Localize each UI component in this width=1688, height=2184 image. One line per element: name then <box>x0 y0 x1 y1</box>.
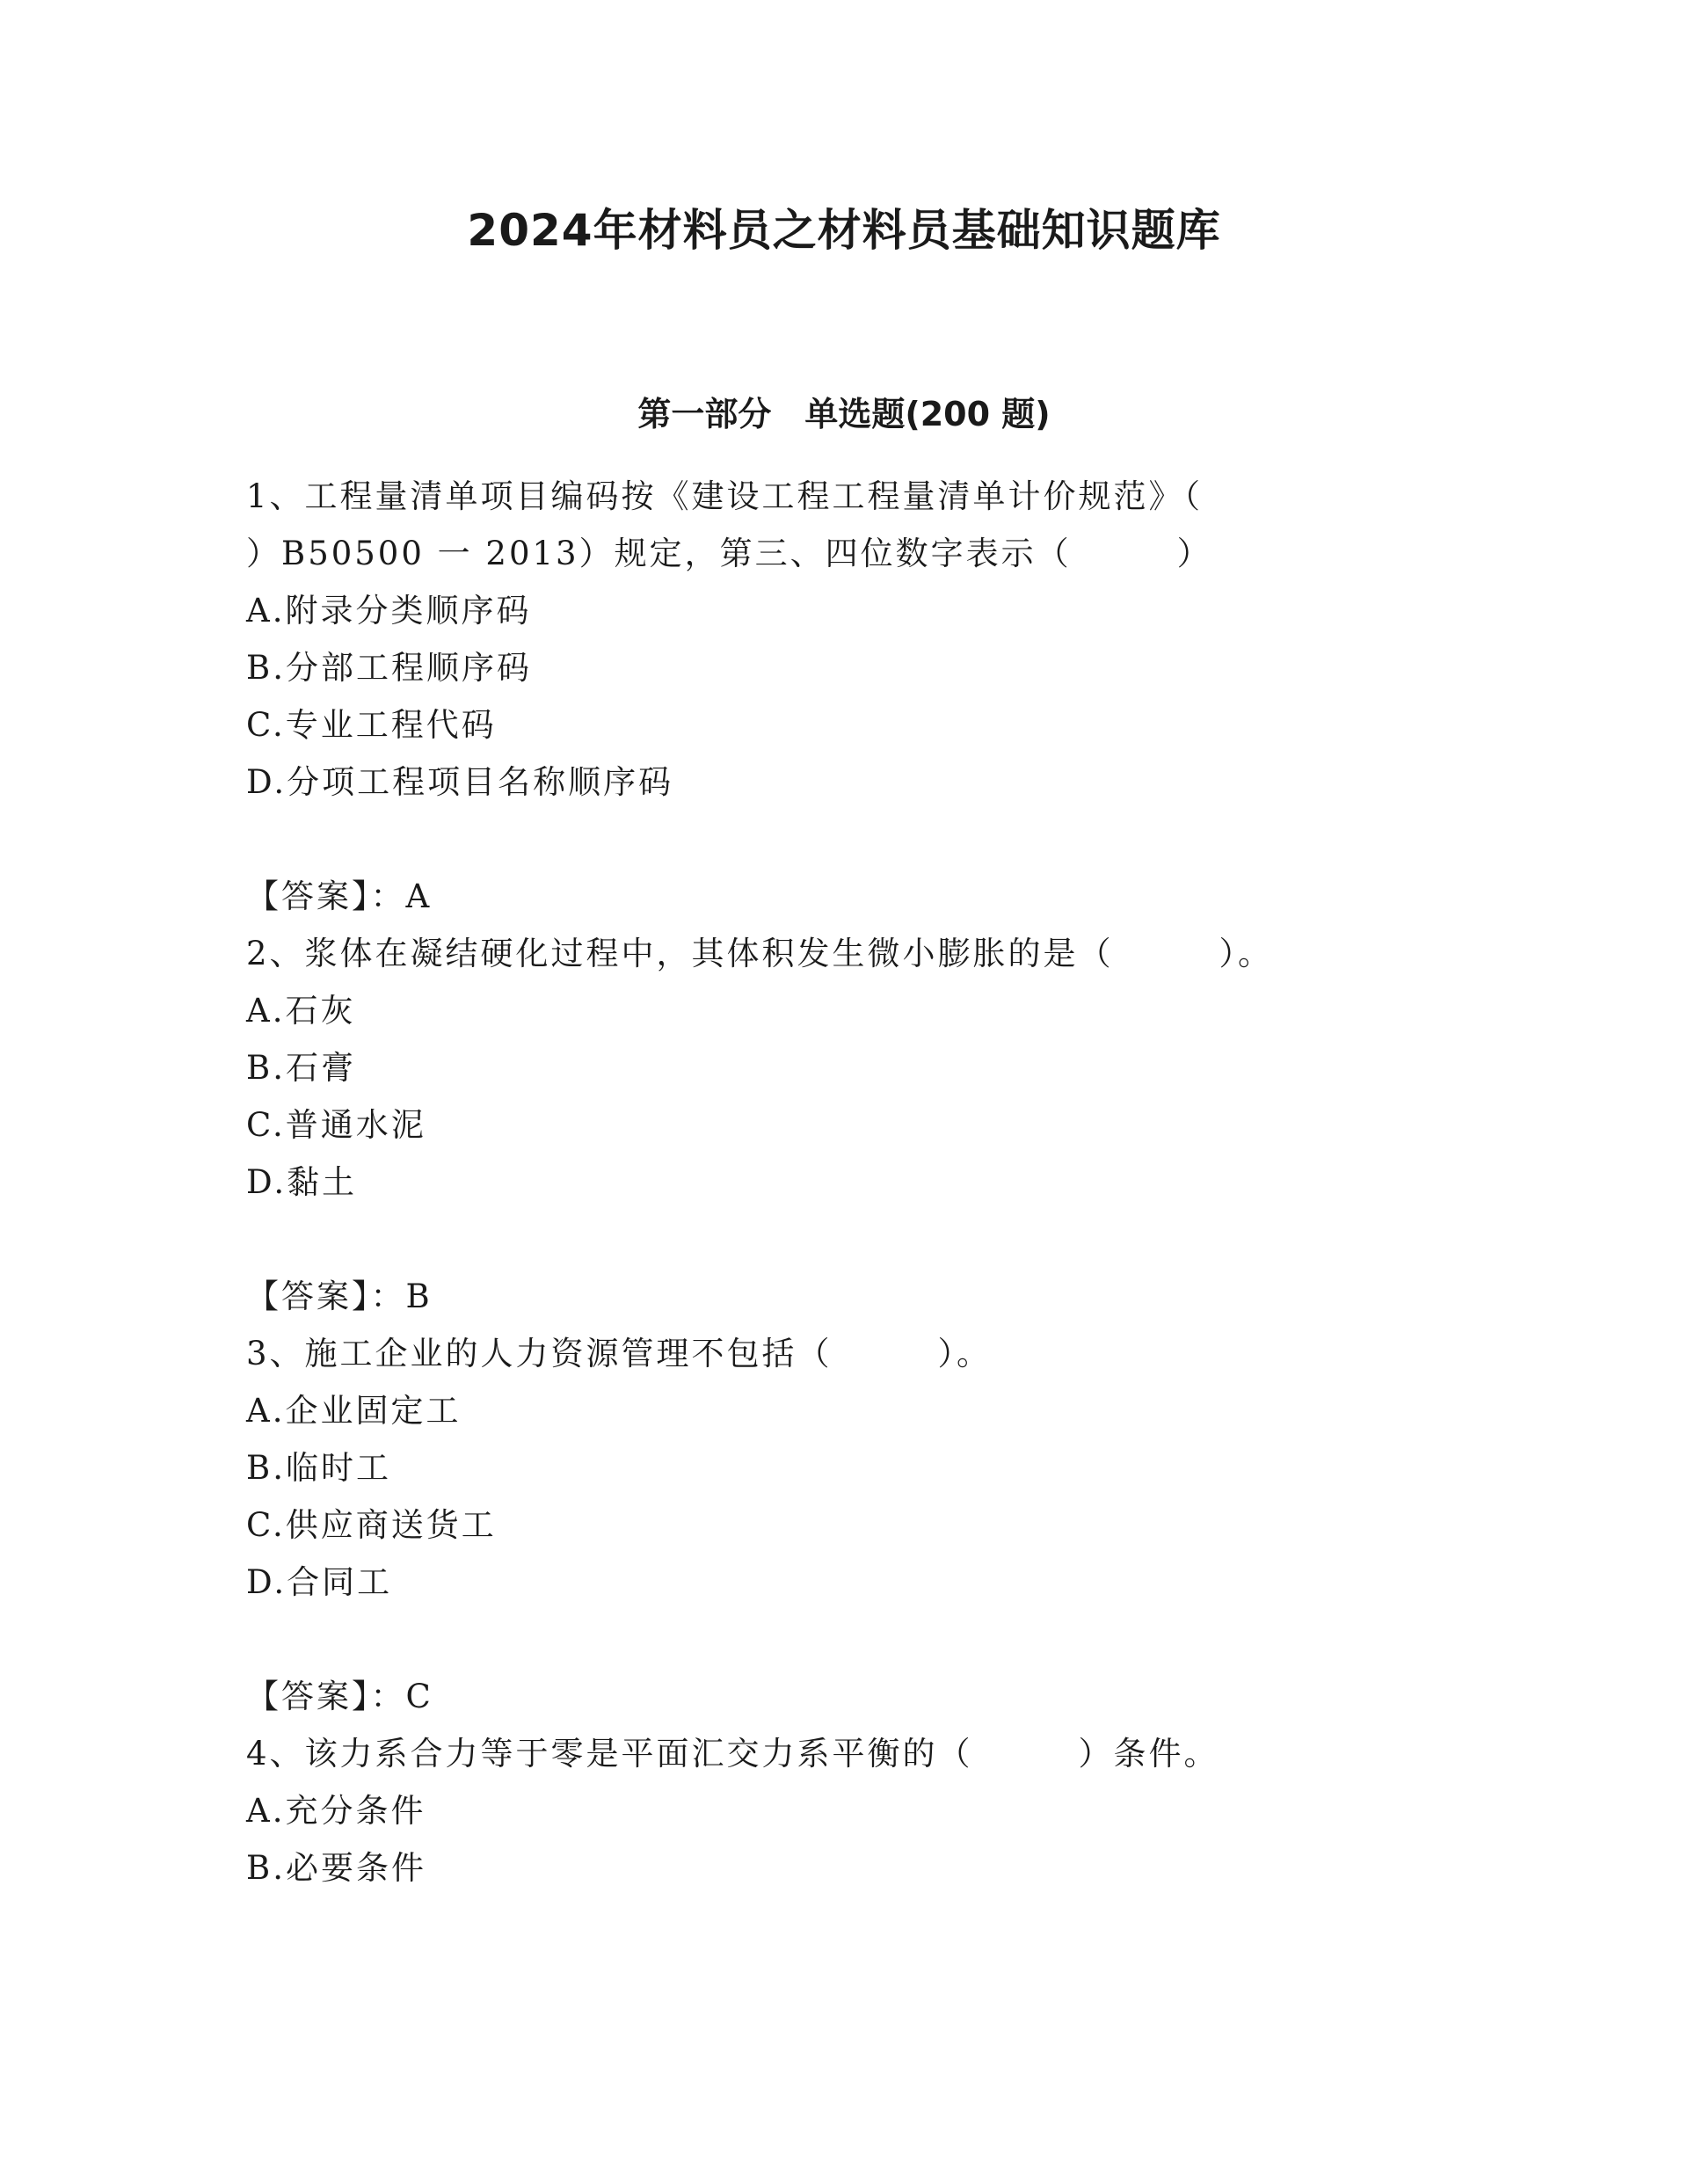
option-c: C.供应商送货工 <box>246 1506 497 1544</box>
option-d: D.分项工程项目名称顺序码 <box>246 763 674 801</box>
question-stem: ）B50500 一 2013）规定，第三、四位数字表示（ ） <box>246 535 1212 572</box>
option-a: A.石灰 <box>246 992 356 1030</box>
option-b: B.临时工 <box>246 1449 391 1487</box>
option-a: A.附录分类顺序码 <box>246 592 532 630</box>
answer-line: 【答案】：C <box>246 1678 433 1715</box>
question-1 <box>246 468 1477 925</box>
answer-line: 【答案】：B <box>246 1278 433 1315</box>
question-stem: 2、浆体在凝结硬化过程中，其体积发生微小膨胀的是（ ）。 <box>246 935 1274 972</box>
question-2 <box>246 925 1477 1325</box>
question-list <box>246 468 1477 1896</box>
question-4 <box>246 1725 1477 1896</box>
answer-line: 【答案】：A <box>246 877 433 915</box>
option-a: A.充分条件 <box>246 1792 426 1830</box>
option-b: B.分部工程顺序码 <box>246 649 532 687</box>
option-b: B.必要条件 <box>246 1849 426 1887</box>
option-d: D.合同工 <box>246 1563 393 1601</box>
document-title: 2024年材料员之材料员基础知识题库 <box>467 205 1221 256</box>
option-d: D.黏土 <box>246 1163 358 1201</box>
question-stem: 1、工程量清单项目编码按《建设工程工程量清单计价规范》（ <box>246 477 1204 515</box>
option-a: A.企业固定工 <box>246 1392 462 1430</box>
option-b: B.石膏 <box>246 1049 356 1087</box>
question-3 <box>246 1325 1477 1725</box>
option-c: C.专业工程代码 <box>246 706 497 744</box>
option-c: C.普通水泥 <box>246 1106 426 1144</box>
section-heading: 第一部分 单选题(200 题) <box>637 395 1051 433</box>
question-stem: 4、该力系合力等于零是平面汇交力系平衡的（ ）条件。 <box>246 1735 1219 1773</box>
question-stem: 3、施工企业的人力资源管理不包括（ ）。 <box>246 1335 993 1372</box>
